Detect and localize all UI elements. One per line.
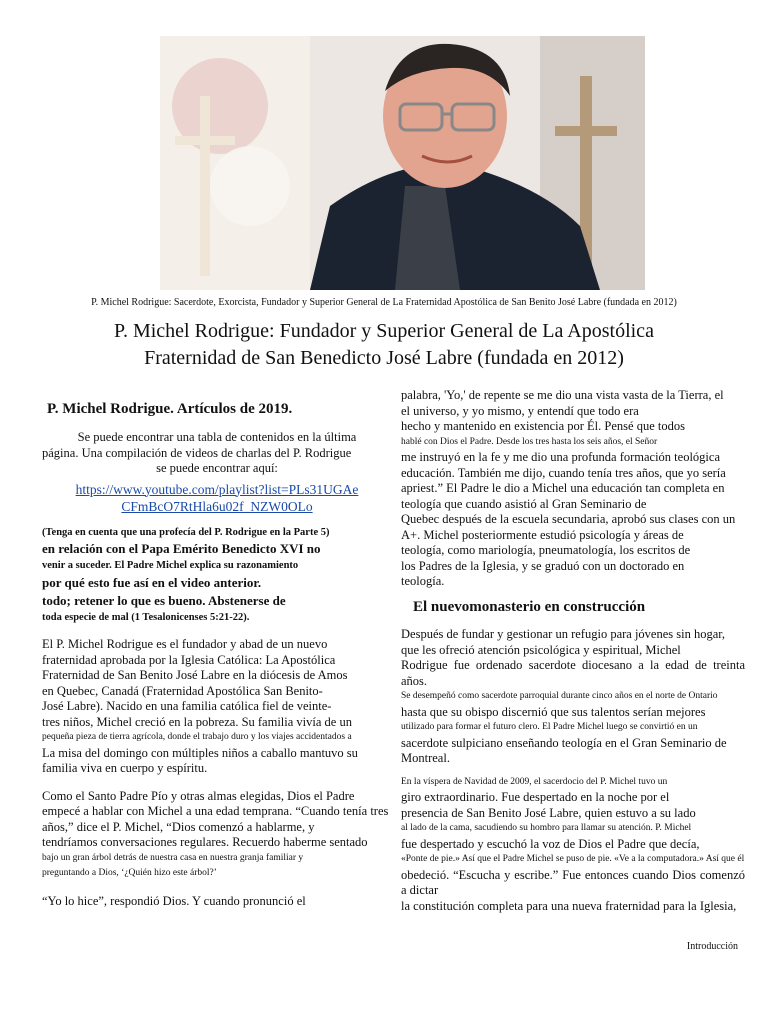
paragraph-line: tres niños, Michel creció en la pobreza. Su familia vivía de un — [42, 714, 352, 729]
photo-caption: P. Michel Rodrigue: Sacerdote, Exorcista, Fundador y Superior General de La Fraternidad Apostólica de San Benito José Labre (fundada en 2012) — [91, 297, 677, 308]
paragraph-line: giro extraordinario. Fue despertado en la noche por el — [401, 790, 670, 804]
paragraph-line: bajo un gran árbol detrás de nuestra casa en nuestra granja familiar y — [42, 852, 304, 863]
paragraph-line: La misa del domingo con múltiples niños a caballo mantuvo su — [42, 745, 358, 760]
paragraph-line: presencia de San Benito José Labre, quien estuvo a su lado — [401, 805, 696, 820]
paragraph-line: apriest.” El Padre le dio a Michel una educación tan completa en — [401, 481, 725, 495]
paragraph-line: En la víspera de Navidad de 2009, el sacerdocio del P. Michel tuvo un — [401, 776, 668, 787]
paragraph-line: utilizado para formar el futuro clero. El Padre Michel luego se convirtió en un — [401, 722, 698, 732]
paragraph-line: la constitución completa para una nueva fraternidad para la Iglesia, — [401, 898, 737, 913]
paragraph-line: El P. Michel Rodrigue es el fundador y abad de un nuevo — [42, 637, 328, 651]
paragraph-line: empecé a hablar con Michel a una edad temprana. “Cuando tenía tres — [42, 804, 389, 818]
paragraph-line: Rodrigue fue ordenado sacerdote diocesano a la edad de treinta años. — [401, 658, 745, 688]
youtube-playlist-link[interactable] — [42, 481, 392, 515]
note-line: en relación con el Papa Emérito Benedicto XVI no — [42, 541, 321, 556]
paragraph-line: teología, como mariología, pneumatología, los escritos de — [401, 543, 691, 557]
page-title — [40, 318, 728, 372]
paragraph-line: los Padres de la Iglesia, y se graduó con un doctorado en — [401, 558, 685, 573]
title-line-2: Fraternidad de San Benedicto José Labre (fundada en 2012) — [144, 347, 624, 369]
paragraph-line: sacerdote sulpiciano enseñando teología en el Gran Seminario de — [401, 735, 727, 750]
note-line: toda especie de mal (1 Tesalonicenses 5:21-22). — [42, 611, 250, 623]
intro-line: Se puede encontrar una tabla de contenidos en la última — [77, 430, 357, 444]
paragraph-line: fue despertado y escuchó la voz de Dios el Padre que decía, — [401, 836, 700, 851]
paragraph-line: en Quebec, Canadá (Fraternidad Apostólica San Benito- — [42, 683, 323, 698]
section-heading-monastery: El nuevomonasterio en construcción — [413, 598, 646, 615]
section-heading-articles: P. Michel Rodrigue. Artículos de 2019. — [47, 401, 293, 417]
paragraph-line: fraternidad aprobada por la Iglesia Católica: La Apostólica — [42, 652, 336, 667]
paragraph-line: Como el Santo Padre Pío y otras almas elegidas, Dios el Padre — [42, 788, 355, 803]
intro-line: se puede encontrar aquí: — [156, 461, 278, 475]
left-column — [42, 400, 392, 909]
paragraph-line: Quebec después de la escuela secundaria, aprobó sus clases con un — [401, 512, 736, 526]
paragraph-line: Montreal. — [401, 751, 450, 765]
paragraph-line: obedeció. “Escucha y escribe.” Fue entonces cuando Dios comenzó a dictar — [401, 867, 745, 897]
paragraph-line: familia viva en cuerpo y espíritu. — [42, 761, 208, 775]
note-line: todo; retener lo que es bueno. Abstenerse de — [42, 592, 286, 608]
paragraph-line: años,” dice el P. Michel, “Dios comenzó a hablarme, y — [42, 819, 315, 834]
intro-line: página. Una compilación de videos de charlas del P. Rodrigue — [42, 445, 352, 460]
paragraph-line: teología. — [401, 574, 445, 588]
paragraph-line: Después de fundar y gestionar un refugio para jóvenes sin hogar, — [401, 627, 726, 641]
paragraph-line: el universo, y yo mismo, y entendí que todo era — [401, 403, 639, 418]
paragraph-line: hablé con Dios el Padre. Desde los tres hasta los seis años, el Señor — [401, 436, 658, 447]
link-line-2[interactable]: CFmBcO7RtHla6u02f_NZW0OLo — [121, 498, 313, 514]
paragraph-line: José Labre). Nacido en una familia católica fiel de veinte- — [42, 699, 332, 713]
paragraph-line: preguntando a Dios, ‘¿Quién hizo este árbol?’ — [42, 868, 217, 878]
paragraph-line: «Ponte de pie.» Así que el Padre Michel se puso de pie. «Ve a la computadora.» Así que él — [401, 854, 745, 864]
title-line-1: P. Michel Rodrigue: Fundador y Superior General de La Apostólica — [114, 320, 654, 342]
paragraph-line: educación. También me dijo, cuando tenía tres años, que yo sería — [401, 465, 726, 480]
note-line: venir a suceder. El Padre Michel explica su razonamiento — [42, 560, 299, 571]
right-column — [401, 388, 745, 914]
paragraph-line: pequeña pieza de tierra agrícola, donde el trabajo duro y los viajes accidentados a — [42, 732, 352, 742]
paragraph-line: hasta que su obispo discernió que sus talentos serían mejores — [401, 704, 706, 719]
portrait-photo — [160, 36, 645, 290]
note-line: por qué esto fue así en el video anterior. — [42, 574, 262, 590]
paragraph-line: A+. Michel posteriormente estudió psicología y áreas de — [401, 527, 684, 542]
note-line: (Tenga en cuenta que una profecía del P. Rodrigue en la Parte 5) — [42, 526, 330, 538]
paragraph-line: Se desempeñó como sacerdote parroquial durante cinco años en el norte de Ontario — [401, 691, 718, 701]
paragraph-line: al lado de la cama, sacudiendo su hombro para llamar su atención. P. Michel — [401, 823, 692, 833]
paragraph-line: que les ofreció atención psicológica y espiritual, Michel — [401, 642, 681, 657]
paragraph-line: palabra, 'Yo,' de repente se me dio una vista vasta de la Tierra, el — [401, 388, 724, 402]
footer-label: Introducción — [686, 941, 738, 952]
paragraph-line: hecho y mantenido en existencia por Él. Pensé que todos — [401, 419, 685, 433]
link-line-1[interactable]: https://www.youtube.com/playlist?list=PLs31UGAe — [75, 481, 359, 497]
paragraph-line: Fraternidad de San Benito José Labre en la diócesis de Amos — [42, 668, 348, 682]
paragraph-line: teología que cuando asistió al Gran Seminario de — [401, 496, 647, 511]
paragraph-line: me instruyó en la fe y me dio una profunda formación teológica — [401, 450, 720, 464]
paragraph-line: “Yo lo hice”, respondió Dios. Y cuando pronunció el — [42, 893, 306, 908]
paragraph-line: tendríamos conversaciones regulares. Recuerdo haberme sentado — [42, 835, 368, 849]
